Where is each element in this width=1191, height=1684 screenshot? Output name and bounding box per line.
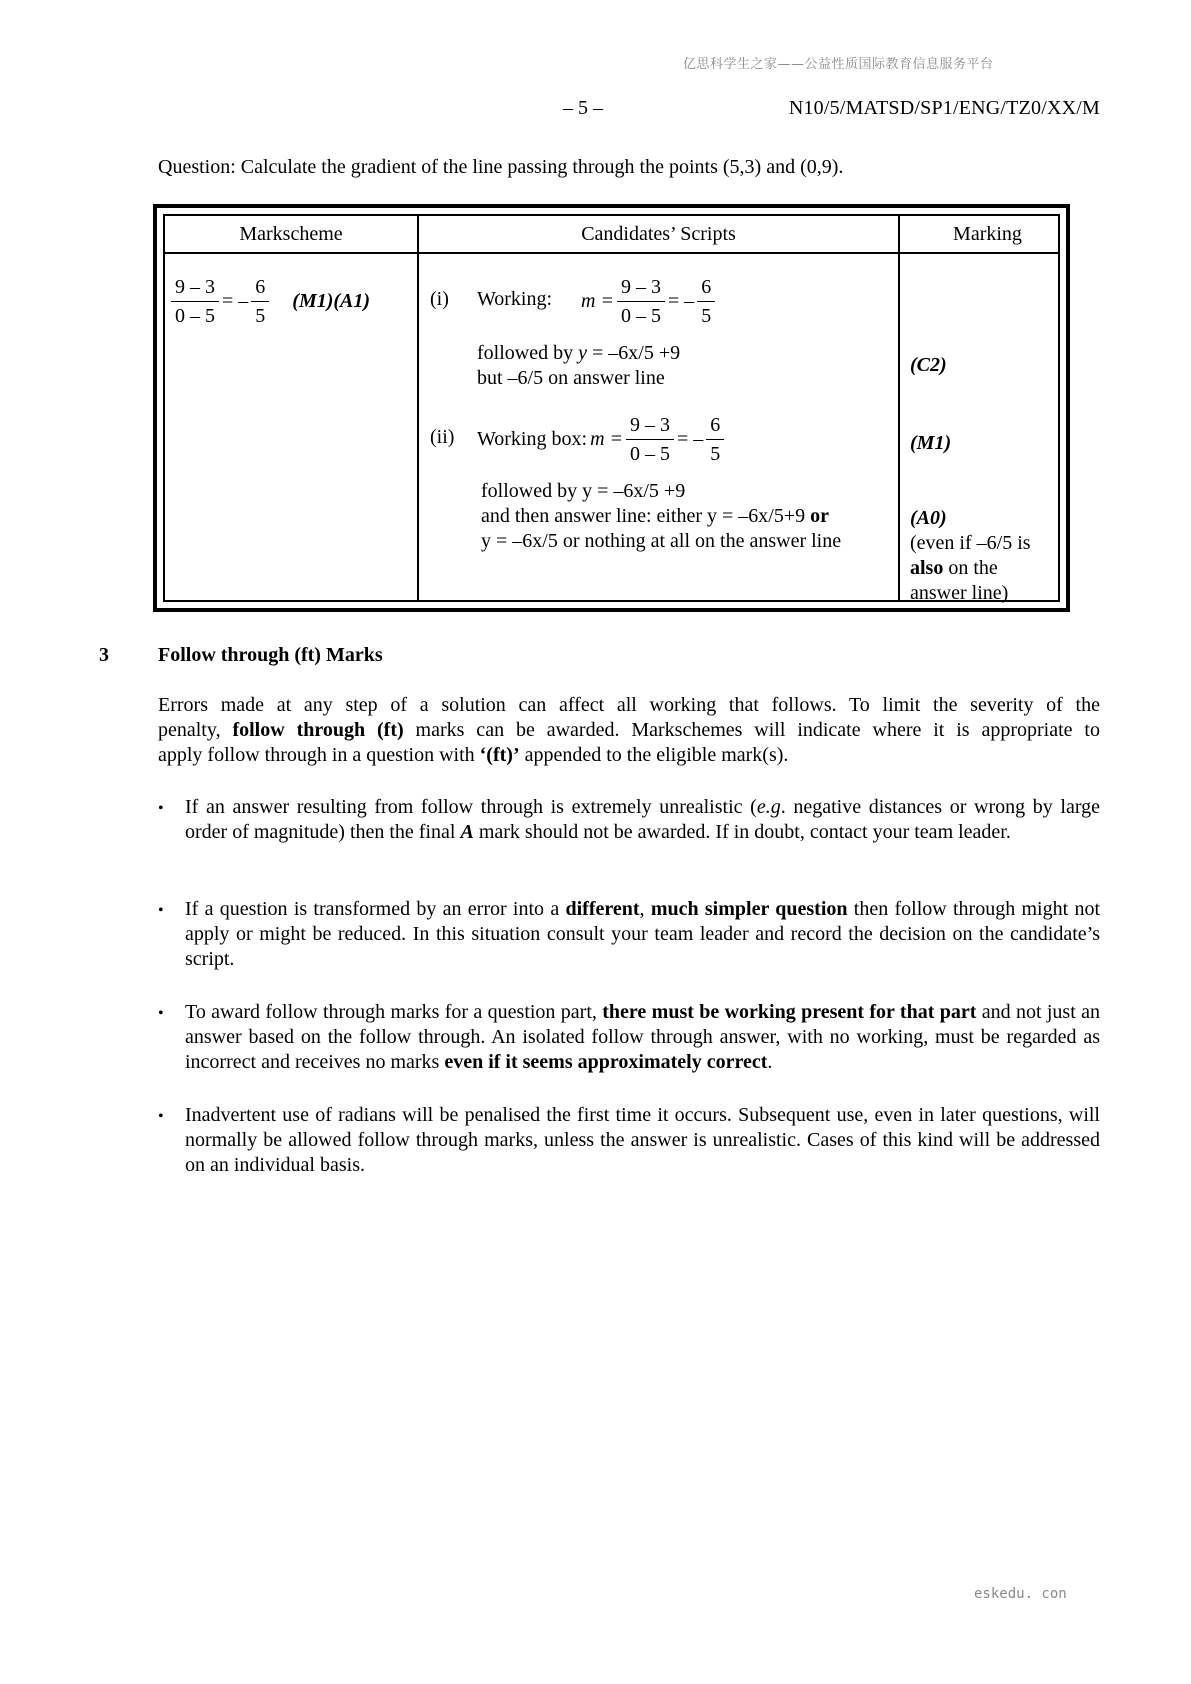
working-box-label: Working box: (477, 428, 588, 450)
bullet-4-dot: • (158, 1108, 164, 1125)
equals-minus: = – (667, 290, 695, 312)
equals-minus: = – (677, 428, 704, 450)
intro-line-1: Errors made at any step of a solution can affect all working that follows. To limit the severity of the (158, 694, 1100, 716)
intro-line-2: penalty, follow through (ft) marks can be awarded. Markschemes will indicate where it is appropriate to (158, 719, 1100, 741)
denominator: 5 (701, 305, 712, 327)
paper-code: N10/5/MATSD/SP1/ENG/TZ0/XX/M (788, 97, 1100, 119)
case-i-expression (578, 273, 715, 330)
bullet-3-dot: • (158, 1005, 164, 1022)
denominator: 5 (255, 305, 266, 327)
column-divider-2 (898, 216, 900, 600)
header-candidates-scripts: Candidates’ Scripts (581, 223, 736, 245)
numerator: 6 (251, 273, 269, 302)
intro-line-3: apply follow through in a question with ‘(ft)’ appended to the eligible mark(s). (158, 744, 789, 766)
fraction (706, 411, 724, 468)
case-i-line2: but –6/5 on answer line (477, 367, 665, 389)
case-ii-note-2: also on the (910, 557, 998, 579)
bullet-2-dot: • (158, 902, 164, 919)
m-equals: m = (590, 428, 624, 450)
section-title: Follow through (ft) Marks (158, 644, 383, 666)
case-i-line1: followed by y = –6x/5 +9 (477, 342, 681, 364)
bullet-2-text: If a question is transformed by an error into a different, much simpler question then follow through might not apply or might be reduced. In this situation consult your team leader and record the decision on the candidate’s script. (185, 898, 1100, 970)
footer-watermark: eskedu. con (974, 1586, 1067, 1602)
case-ii-line3: y = –6x/5 or nothing at all on the answer line (481, 530, 842, 552)
column-divider-1 (417, 216, 419, 600)
fraction (617, 273, 665, 330)
case-ii-expression (477, 411, 724, 468)
bullet-3-text: To award follow through marks for a question part, there must be working present for that part and not just an answer based on the follow through. An isolated follow through answer, with no working, must be regarded as incorrect and receives no marks even if it seems approximately correct. (185, 1001, 1100, 1073)
equals-minus: = – (222, 290, 249, 312)
page-number: – 5 – (563, 97, 603, 119)
numerator: 9 – 3 (171, 273, 219, 302)
question-text: Question: Calculate the gradient of the line passing through the points (5,3) and (0,9). (158, 156, 844, 178)
fraction (626, 411, 674, 468)
fraction (171, 273, 219, 330)
table-inner-border (163, 214, 1060, 602)
bullet-1-text: If an answer resulting from follow through is extremely unrealistic (e.g. negative distances or wrong by large order of magnitude) then the final A mark should not be awarded. If in doubt, contact your team leader. (185, 796, 1100, 843)
bullet-4-text: Inadvertent use of radians will be penalised the first time it occurs. Subsequent use, even in later questions, will normally be allowed follow through marks, unless the answer is unrealistic. Cases of this kind will be addressed on an individual basis. (185, 1104, 1100, 1176)
header-marking: Marking (953, 223, 1022, 245)
watermark-text: 亿思科学生之家——公益性质国际教育信息服务平台 (683, 57, 994, 72)
case-i-working: Working: (477, 288, 553, 310)
case-ii-mark-m1: (M1) (910, 432, 952, 454)
fraction (251, 273, 269, 330)
case-ii-line2: and then answer line: either y = –6x/5+9 or (481, 505, 830, 527)
case-ii-note-3: answer line) (910, 582, 1009, 604)
header-markscheme: Markscheme (239, 223, 343, 245)
case-ii-mark-a0: (A0) (910, 507, 947, 529)
denominator: 0 – 5 (620, 305, 661, 327)
case-i-label: (i) (430, 288, 449, 310)
denominator: 5 (710, 443, 721, 465)
numerator: 6 (697, 273, 715, 302)
bullet-1-dot: • (158, 800, 164, 817)
markscheme-marks: (M1)(A1) (292, 290, 371, 312)
denominator: 0 – 5 (175, 305, 215, 327)
markscheme-table (153, 204, 1070, 612)
case-ii-note-1: (even if –6/5 is (910, 532, 1031, 554)
numerator: 9 – 3 (626, 411, 674, 440)
case-ii-label: (ii) (430, 426, 455, 448)
section-number: 3 (99, 644, 109, 666)
m-equals: m = (581, 290, 614, 312)
denominator: 0 – 5 (630, 443, 671, 465)
markscheme-expression (171, 273, 373, 330)
header-divider (165, 252, 1058, 254)
case-ii-line1: followed by y = –6x/5 +9 (481, 480, 686, 502)
numerator: 6 (706, 411, 724, 440)
case-i-mark: (C2) (910, 354, 947, 376)
numerator: 9 – 3 (617, 273, 665, 302)
fraction (697, 273, 715, 330)
